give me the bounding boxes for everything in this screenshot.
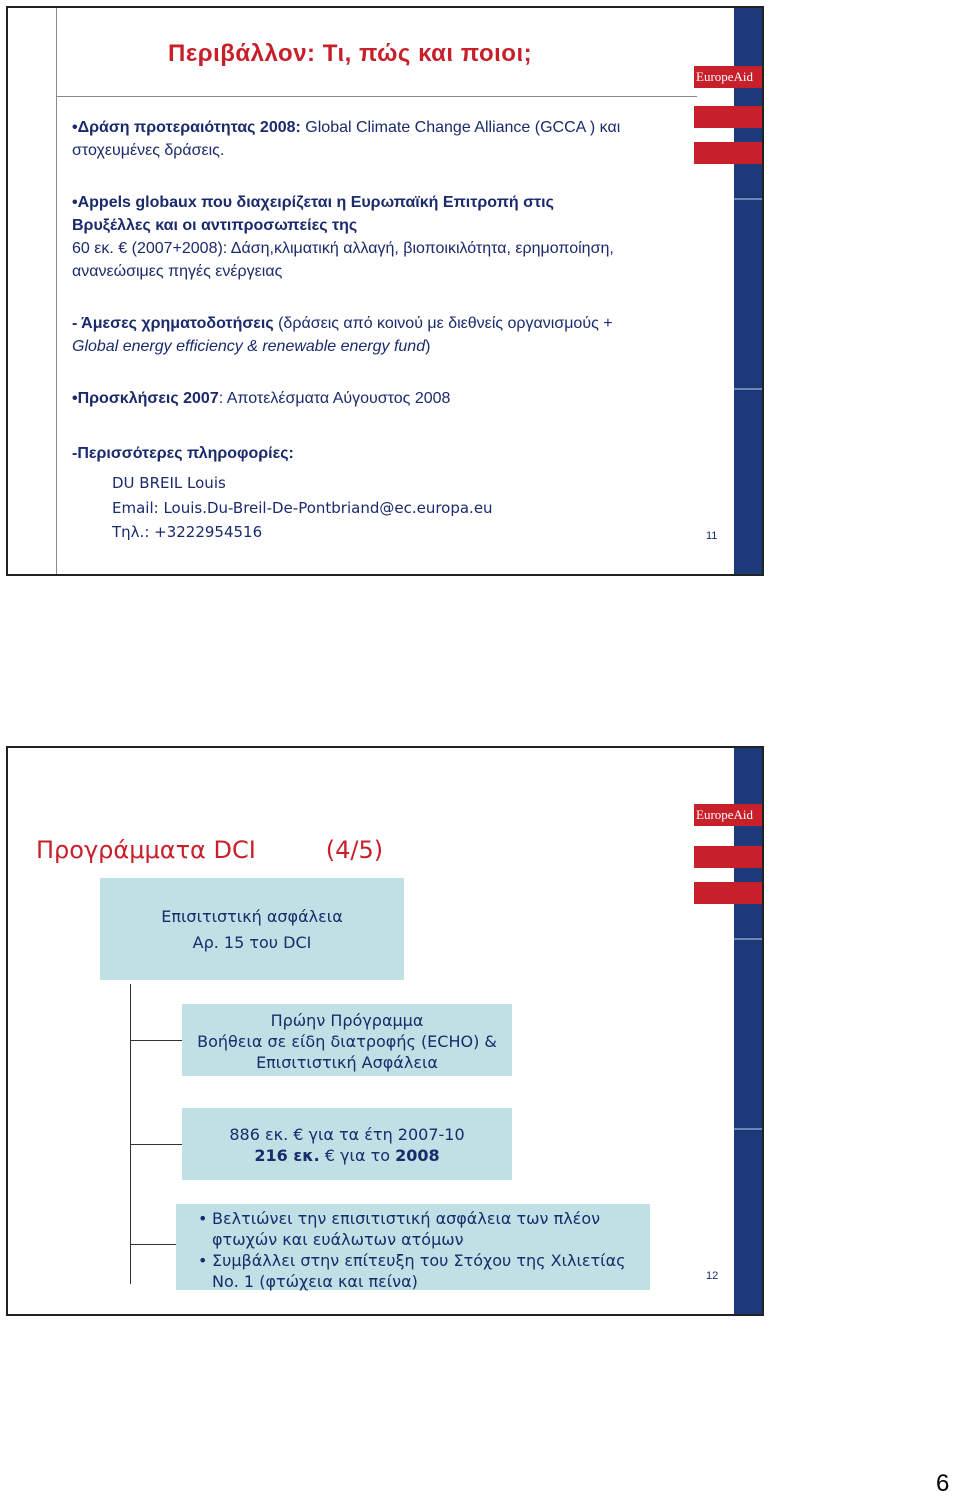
- paragraph-appels: •Appels globaux που διαχειρίζεται η Ευρωπαϊκή Επιτροπή στις Βρυξέλλες και οι αντιπροσωπείες της 60 εκ. € (2007+2008): Δάση,κλιματική αλλαγή, βιοποικιλότητα, ερημοποίηση, ανανεώσιμες πηγές ενέργειας: [72, 194, 614, 280]
- paragraph-direct-funding: - Άμεσες χρηματοδοτήσεις (δράσεις από κοινού με διεθνείς οργανισμούς + Global energy efficiency & renewable energy fund): [72, 315, 613, 355]
- more-info-heading: -Περισσότερες πληροφορίες:: [72, 445, 294, 462]
- tree-branch: [130, 1040, 182, 1041]
- budget-box: 886 εκ. € για τα έτη 2007-10 216 εκ. € για το 2008: [182, 1108, 512, 1180]
- slide-page-number: 11: [706, 530, 718, 542]
- tree-branch: [130, 1144, 182, 1145]
- objectives-box: [176, 1204, 650, 1290]
- contact-phone: Τηλ.: +3222954516: [112, 523, 263, 541]
- slide-11: [6, 6, 764, 576]
- former-programme-box: Πρώην Πρόγραμμα Βοήθεια σε είδη διατροφής (ECHO) & Επισιτιστική Ασφάλεια: [182, 1004, 512, 1076]
- document-page-number: 6: [936, 1470, 950, 1497]
- europeaid-logo: EuropeAid: [694, 804, 762, 826]
- left-rule: [56, 96, 57, 576]
- red-tab: [694, 846, 762, 868]
- europeaid-logo: EuropeAid: [694, 66, 762, 88]
- slide-page-number: 12: [706, 1270, 719, 1282]
- list-item: • Βελτιώνει την επισιτιστική ασφάλεια των πλέον φτωχών και ευάλωτων ατόμων: [212, 1208, 642, 1250]
- tree-connector: [130, 984, 131, 1284]
- food-security-box: Επισιτιστική ασφάλεια Αρ. 15 του DCI: [100, 878, 404, 980]
- slide-fraction: (4/5): [325, 836, 384, 864]
- slide-body: [72, 116, 632, 465]
- red-tab: [694, 882, 762, 904]
- paragraph-calls-2007: •Προσκλήσεις 2007: Αποτελέσματα Αύγουστος 2008: [72, 390, 451, 407]
- slide-title: Περιβάλλον: Τι, πώς και ποιοι;: [168, 40, 533, 67]
- red-tab: [694, 142, 762, 164]
- side-navy-bar: [734, 8, 762, 574]
- red-tab: [694, 106, 762, 128]
- contact-name: DU BREIL Louis: [112, 474, 226, 492]
- slide-title: Προγράμματα DCI (4/5): [36, 836, 384, 864]
- list-item: • Συμβάλλει στην επίτευξη του Στόχου της Χιλιετίας Νο. 1 (φτώχεια και πείνα): [212, 1250, 642, 1292]
- slide-12: [6, 746, 764, 1316]
- tree-branch: [130, 1244, 176, 1245]
- contact-email: Email: Louis.Du-Breil-De-Pontbriand@ec.europa.eu: [112, 499, 493, 517]
- paragraph-priority: •Δράση προτεραιότητας 2008: Global Climate Change Alliance (GCCA ) και στοχευμένες δράσεις.: [72, 119, 621, 159]
- side-navy-bar: [734, 748, 762, 1314]
